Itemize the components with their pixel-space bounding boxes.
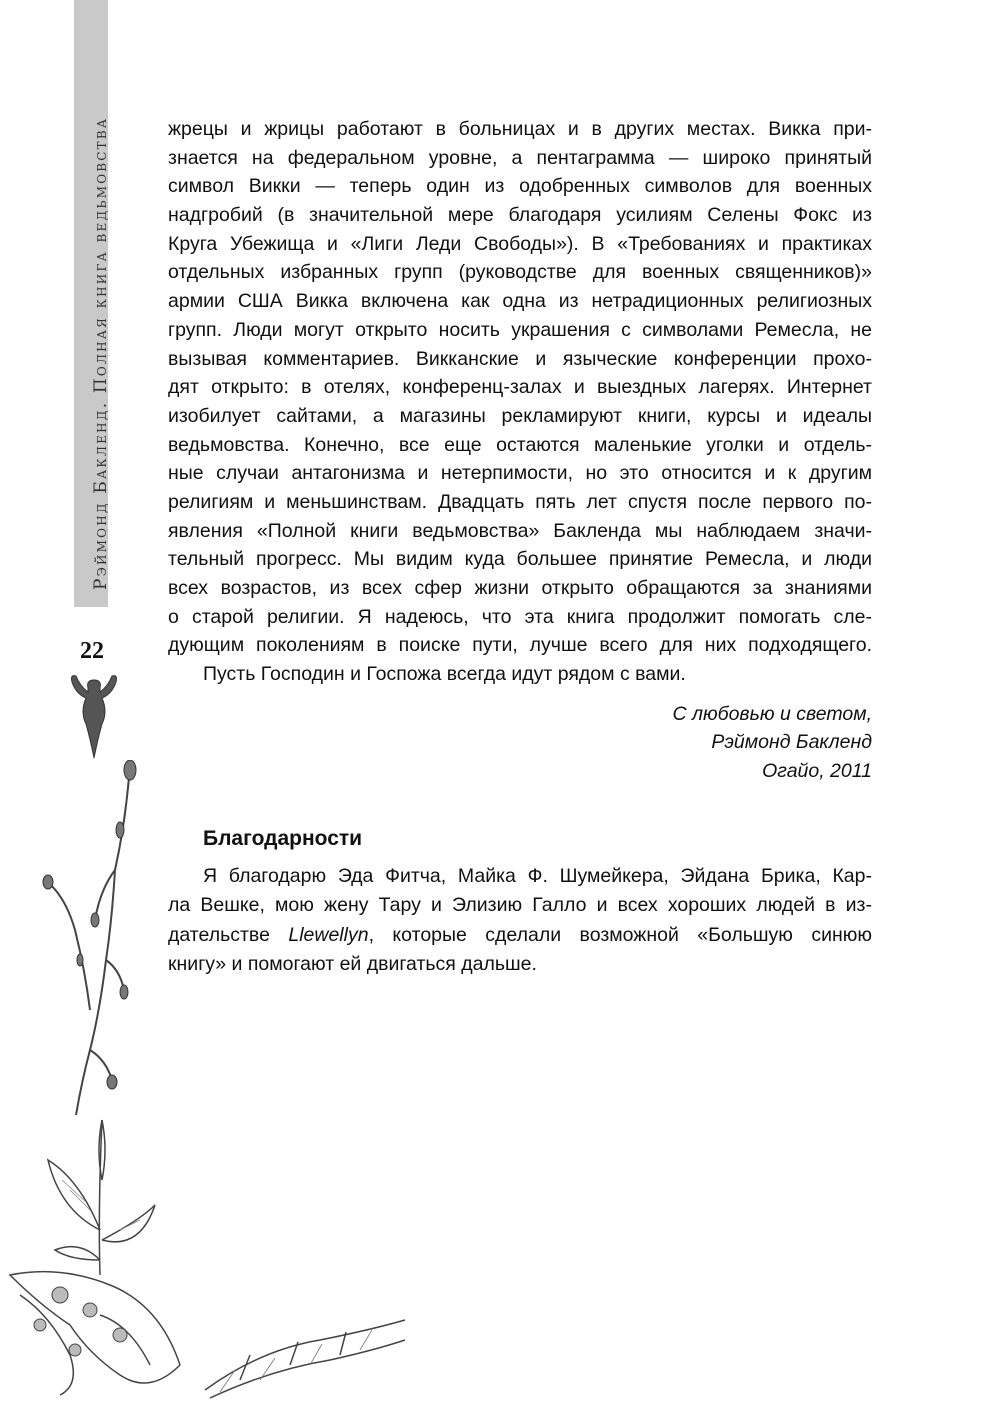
body-line: ные случаи антагонизма и нетерпимости, но это относится и к другим [168, 462, 872, 485]
body-line: знается на федеральном уровне, а пентаграмма — широко принятый [168, 146, 872, 169]
body-line: изобилует сайтами, а магазины рекламируют книги, курсы и идеалы [168, 404, 872, 427]
signature-place-date: Огайо, 2011 [762, 760, 872, 783]
body-line: дят открыто: в отелях, конференц-залах и выездных лагерях. Интернет [168, 376, 872, 399]
main-text [168, 115, 872, 980]
body-line: дующим поколениям в поиске пути, лучше всего для них подходящего. [168, 634, 872, 657]
body-line: надгробий (в значительной мере благодаря усилиям Селены Фокс из [168, 204, 872, 227]
acknowledgements-heading: Благодарности [203, 826, 363, 850]
ack-line: книгу» и помогают ей двигаться дальше. [168, 953, 537, 976]
body-line: символ Викки — теперь один из одобренных символов для военных [168, 175, 872, 198]
acknowledgements-text [168, 862, 872, 980]
goddess-figure-icon [64, 672, 124, 764]
ack-line-end: , которые сделали возможной «Большую синюю [368, 923, 873, 946]
ack-line: ла Вешке, мою жену Тару и Элизию Галло и всех хороших людей в из- [168, 894, 872, 917]
running-head: Рэймонд Бакленд. Полная книга ведьмовства [91, 116, 111, 590]
body-line: вызывая комментариев. Викканские и языческие конференции прохо- [168, 347, 872, 370]
body-line: жрецы и жрицы работают в больницах и в других местах. Викка при- [168, 118, 872, 140]
page-number: 22 [80, 638, 104, 664]
flower-wreath-illustration [0, 1255, 190, 1401]
signature-greeting: С любовью и светом, [672, 702, 872, 725]
body-line: о старой религии. Я надеюсь, что эта книга продолжит помогать сле- [168, 605, 872, 628]
ack-line: Я благодарю Эда Фитча, Майка Ф. Шумейкера, Эйдана Брика, Кар- [203, 864, 872, 887]
body-line: ведьмовства. Конечно, все еще остаются маленькие уголки и отдель- [168, 433, 872, 456]
body-line: армии США Викка включена как одна из нетрадиционных религиозных [168, 290, 872, 313]
signature-author: Рэймонд Бакленд [711, 731, 872, 754]
ack-line-start: дательстве [168, 923, 289, 946]
body-line: тельный прогресс. Мы видим куда большее принятие Ремесла, и люди [168, 548, 872, 571]
ack-line [168, 921, 872, 951]
herb-bundle-illustration [200, 1310, 410, 1401]
body-line: всех возрастов, из всех сфер жизни открыто обращаются за знаниями [168, 577, 872, 599]
body-line: религиям и меньшинствам. Двадцать пять лет спустя после первого по- [168, 490, 872, 513]
publisher-name: Llewellyn [288, 923, 369, 946]
body-line: Круга Убежища и «Лиги Леди Свободы»). В «Требованиях и практиках [168, 232, 872, 255]
body-line: явления «Полной книги ведьмовства» Бакленда мы наблюдаем значи- [168, 519, 872, 542]
body-line: групп. Люди могут открыто носить украшения с символами Ремесла, не [168, 318, 872, 341]
budding-branch-illustration [40, 760, 150, 1120]
body-line: отдельных избранных групп (руководстве для военных священников)» [168, 261, 872, 284]
closing-line: Пусть Господин и Госпожа всегда идут рядом с вами. [203, 663, 686, 686]
